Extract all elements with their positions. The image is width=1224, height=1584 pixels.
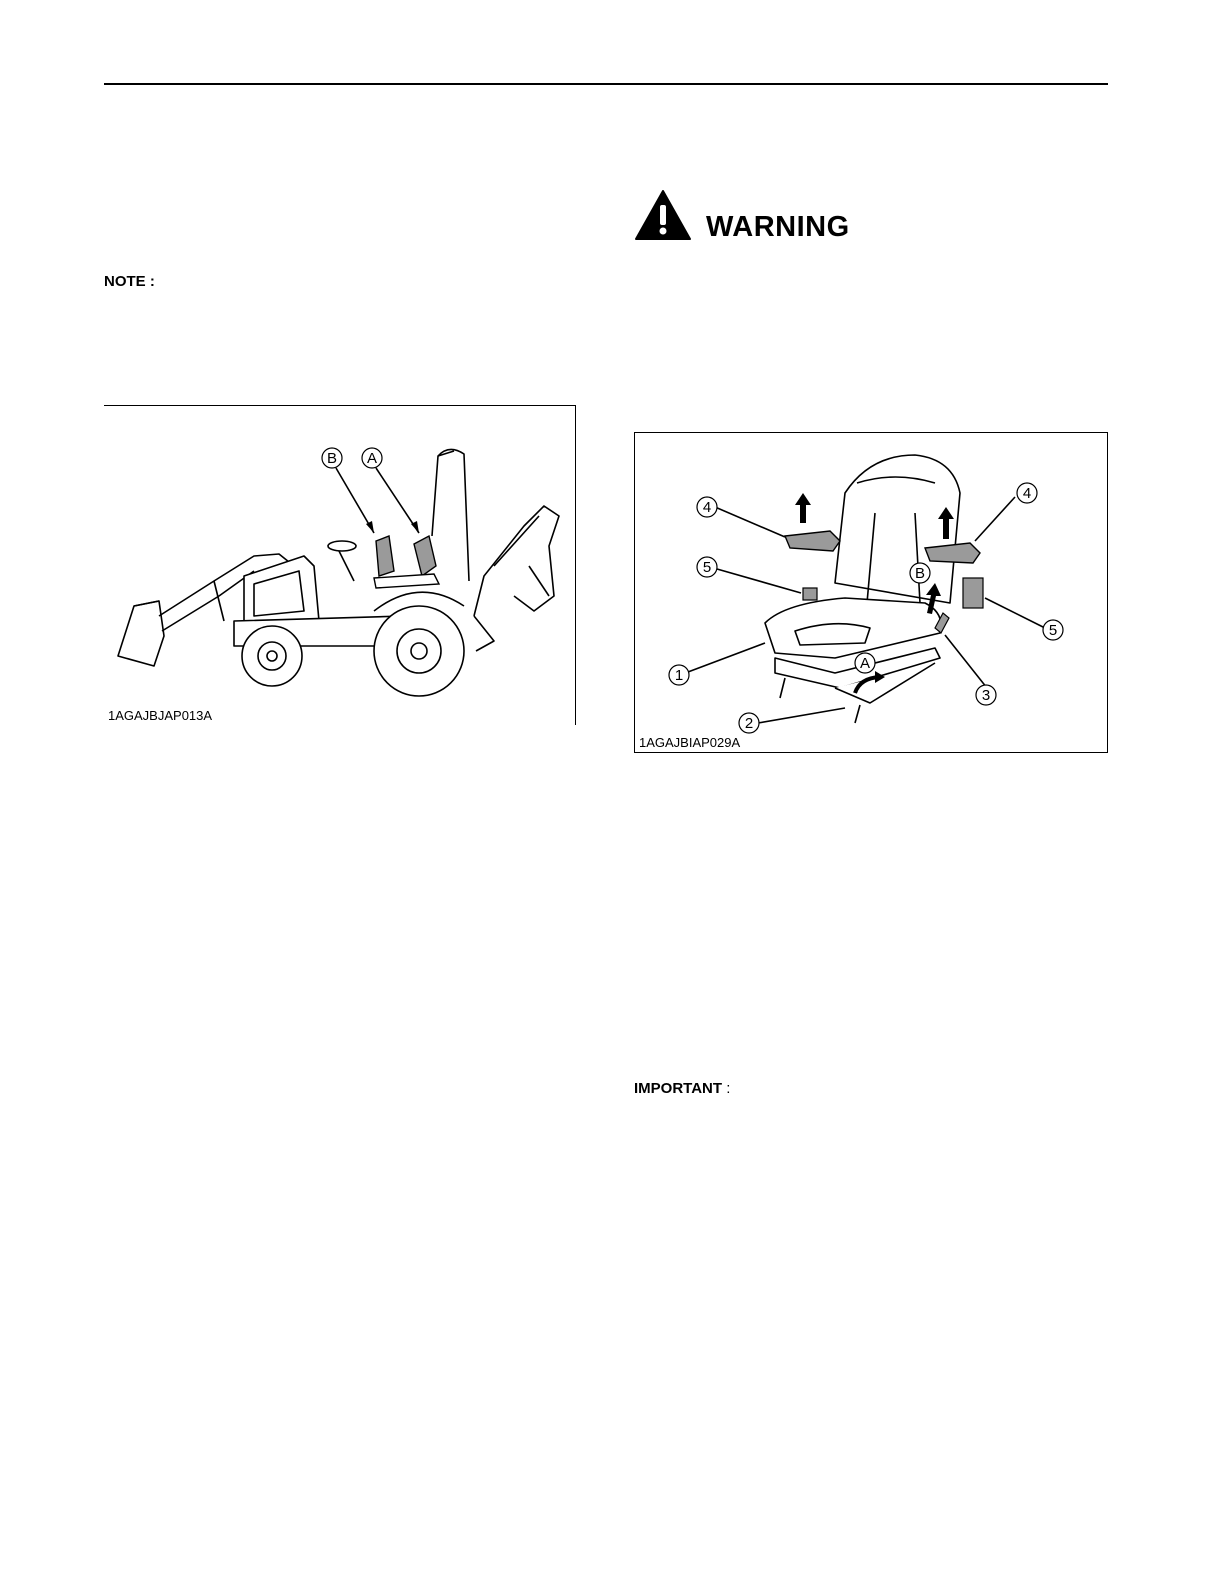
figure-code: 1AGAJBIAP029A — [639, 735, 741, 750]
figure-code: 1AGAJBJAP013A — [108, 708, 213, 723]
callout-a: A — [366, 450, 378, 467]
callout-4-right: 4 — [1022, 485, 1032, 502]
callout-5-left: 5 — [702, 559, 712, 576]
callout-4-left: 4 — [702, 499, 712, 516]
callout-1: 1 — [674, 667, 684, 684]
seat-figure — [634, 432, 1108, 753]
callout-2: 2 — [744, 715, 754, 732]
callout-b: B — [326, 450, 338, 467]
header-rule — [104, 83, 1108, 85]
callout-b: B — [914, 565, 926, 582]
callout-3: 3 — [981, 687, 991, 704]
tractor-illustration — [104, 406, 575, 725]
warning-title: WARNING — [706, 211, 850, 243]
callout-a: A — [859, 655, 871, 672]
important-label: IMPORTANT : — [634, 1080, 731, 1097]
callout-5-right: 5 — [1048, 622, 1058, 639]
warning-triangle-icon — [634, 189, 692, 241]
seat-illustration — [635, 433, 1107, 752]
note-label: NOTE : — [104, 273, 155, 290]
tractor-figure — [104, 405, 576, 725]
